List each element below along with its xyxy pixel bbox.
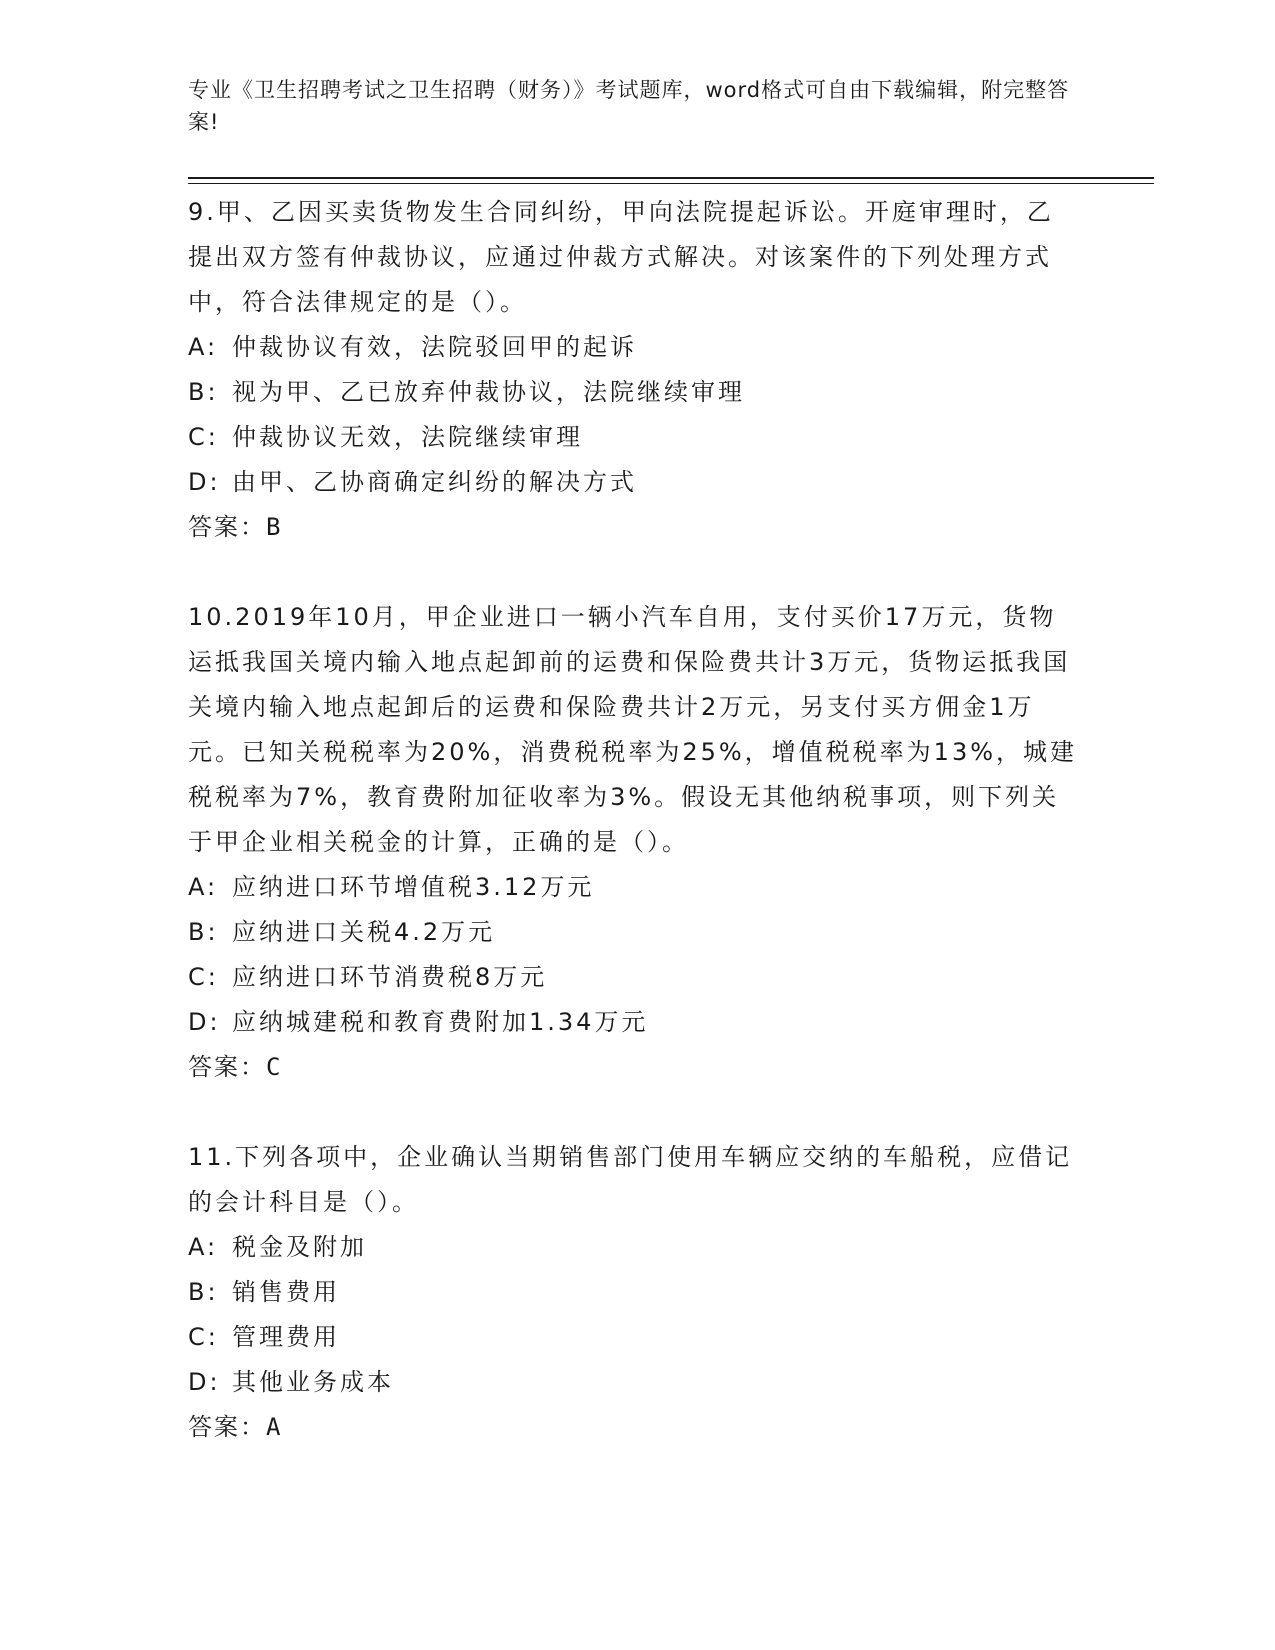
option-b — [188, 910, 1078, 955]
option-text: 应纳进口环节增值税3.12万元 — [232, 873, 595, 901]
option-letter: C: — [188, 423, 219, 451]
option-letter: B: — [188, 1278, 219, 1306]
option-text: 销售费用 — [232, 1278, 340, 1306]
option-letter: B: — [188, 918, 219, 946]
option-letter: A: — [188, 873, 219, 901]
option-a — [188, 325, 1078, 370]
answer-line — [188, 1045, 1078, 1090]
option-letter: C: — [188, 963, 219, 991]
option-letter: D: — [188, 1008, 221, 1036]
option-text: 其他业务成本 — [232, 1368, 394, 1396]
option-letter: D: — [188, 468, 221, 496]
question-list — [188, 190, 1078, 1495]
answer-line — [188, 505, 1078, 550]
answer-label: 答案： — [188, 1053, 266, 1081]
option-c — [188, 955, 1078, 1000]
option-letter: A: — [188, 1233, 219, 1261]
option-letter: C: — [188, 1323, 219, 1351]
option-text: 应纳进口关税4.2万元 — [232, 918, 496, 946]
answer-value: A — [266, 1413, 283, 1441]
option-text: 由甲、乙协商确定纠纷的解决方式 — [232, 468, 637, 496]
option-b — [188, 1270, 1078, 1315]
header-divider-thick — [188, 177, 1154, 179]
question-10 — [188, 595, 1078, 1090]
question-11 — [188, 1135, 1078, 1450]
option-d — [188, 1360, 1078, 1405]
option-text: 仲裁协议有效，法院驳回甲的起诉 — [232, 333, 637, 361]
option-d — [188, 460, 1078, 505]
header-divider-thin — [188, 183, 1154, 184]
option-text: 仲裁协议无效，法院继续审理 — [232, 423, 583, 451]
option-letter: A: — [188, 333, 219, 361]
answer-value: B — [266, 513, 283, 541]
question-text: 10.2019年10月，甲企业进口一辆小汽车自用，支付买价17万元，货物运抵我国关境内输入地点起卸前的运费和保险费共计3万元，货物运抵我国关境内输入地点起卸后的运费和保险费共计2万元，另支付买方佣金1万元。已知关税税率为20%，消费税税率为25%，增值税税率为13%，城建税税率为7%，教育费附加征收率为3%。假设无其他纳税事项，则下列关于甲企业相关税金的计算，正确的是（）。 — [188, 603, 1078, 856]
option-a — [188, 1225, 1078, 1270]
option-text: 管理费用 — [232, 1323, 340, 1351]
option-letter: D: — [188, 1368, 221, 1396]
option-c — [188, 415, 1078, 460]
option-text: 应纳城建税和教育费附加1.34万元 — [232, 1008, 649, 1036]
option-text: 税金及附加 — [232, 1233, 367, 1261]
document-header: 专业《卫生招聘考试之卫生招聘（财务）》考试题库，word格式可自由下载编辑，附完整答案! — [188, 78, 1070, 134]
option-letter: B: — [188, 378, 219, 406]
option-b — [188, 370, 1078, 415]
option-text: 应纳进口环节消费税8万元 — [232, 963, 548, 991]
option-a — [188, 865, 1078, 910]
option-text: 视为甲、乙已放弃仲裁协议，法院继续审理 — [232, 378, 745, 406]
answer-label: 答案： — [188, 1413, 266, 1441]
question-text: 9.甲、乙因买卖货物发生合同纠纷，甲向法院提起诉讼。开庭审理时，乙提出双方签有仲裁协议，应通过仲裁方式解决。对该案件的下列处理方式中，符合法律规定的是（）。 — [188, 198, 1054, 316]
question-9 — [188, 190, 1078, 550]
answer-value: C — [266, 1053, 283, 1081]
question-text: 11.下列各项中，企业确认当期销售部门使用车辆应交纳的车船税，应借记的会计科目是（）。 — [188, 1143, 1073, 1216]
option-c — [188, 1315, 1078, 1360]
option-d — [188, 1000, 1078, 1045]
answer-label: 答案： — [188, 513, 266, 541]
answer-line — [188, 1405, 1078, 1450]
